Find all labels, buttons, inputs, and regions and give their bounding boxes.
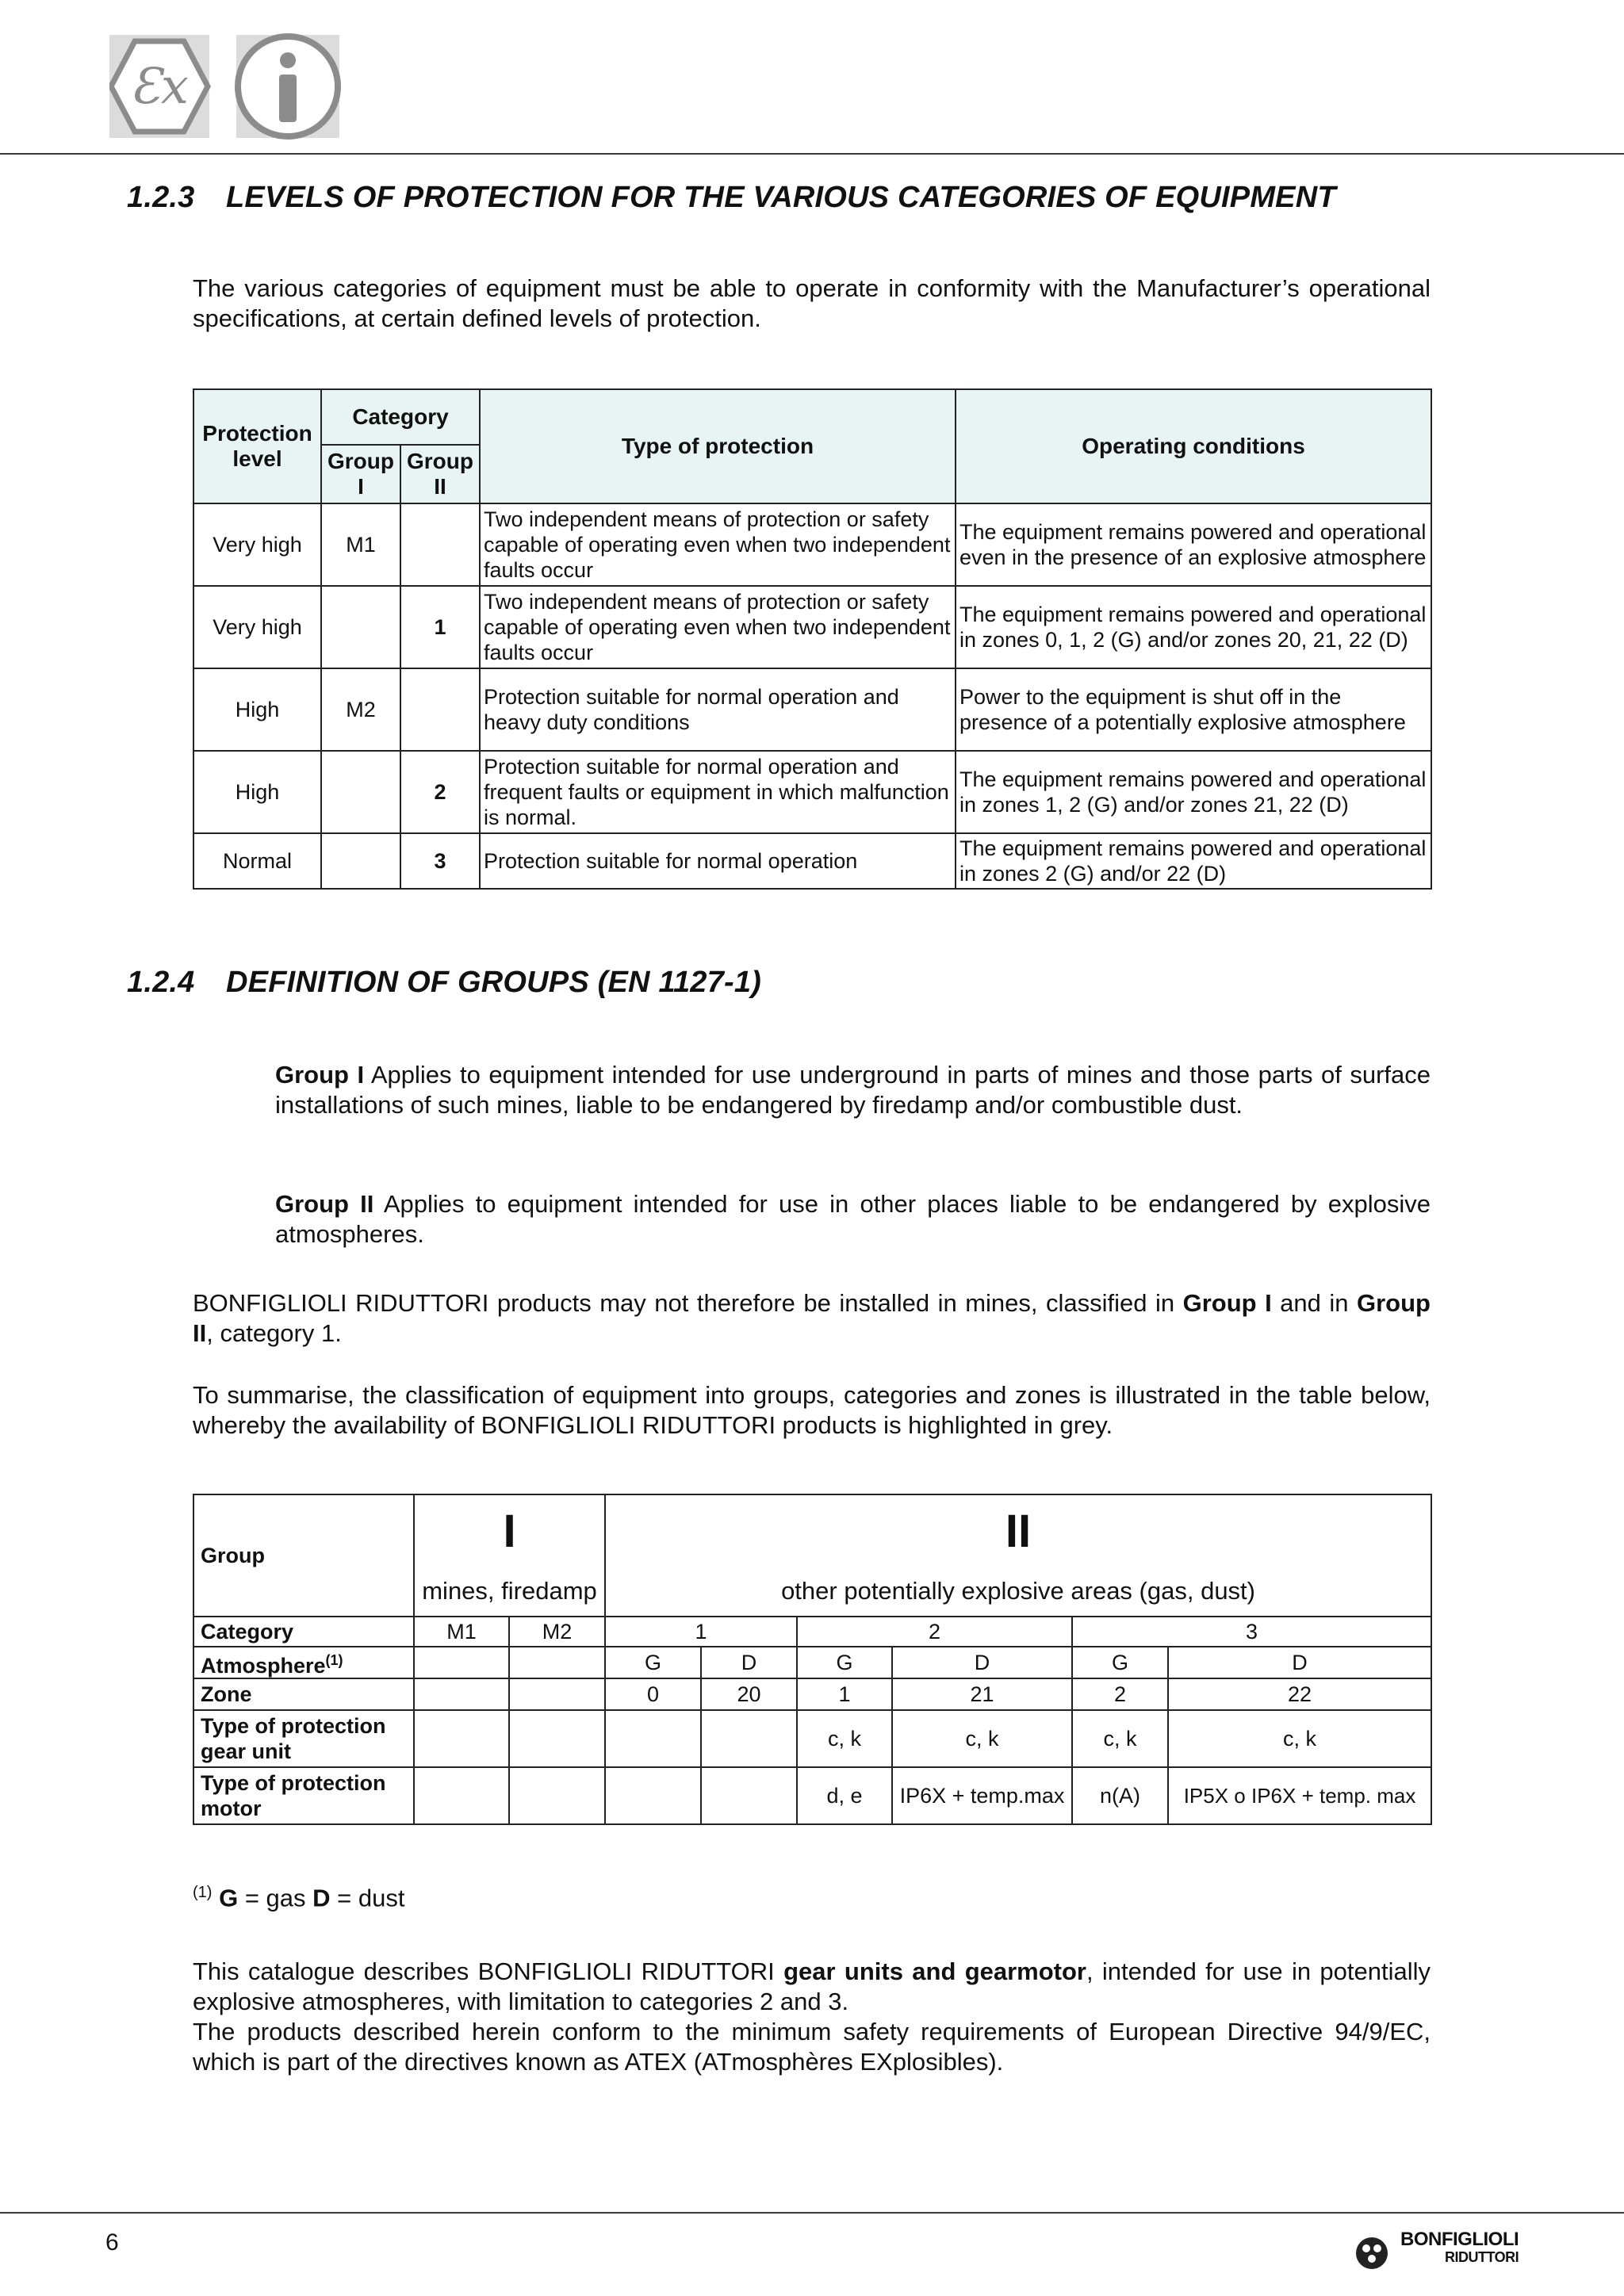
ex-hexagon-icon	[109, 35, 209, 138]
products-restriction: BONFIGLIOLI RIDUTTORI products may not therefore be installed in mines, classified in Group I and in Group II, category 1.	[193, 1289, 1431, 1347]
table-row: Normal 3 Protection suitable for normal operation The equipment remains powered and operational in zones 2 (G) and/or 22 (D)	[193, 833, 1431, 889]
group-2-definition: Group II Applies to equipment intended for use in other places liable to be endangered by explosive atmospheres.	[275, 1190, 1431, 1248]
group-2-subtitle: other potentially explosive areas (gas, dust)	[781, 1577, 1255, 1605]
table-row: Very high 1 Two independent means of protection or safety capable of operating even when two independent faults occur The equipment remains powered and operational in zones 0, 1, 2 (G) and/or zones 20, 21, 22 (D)	[193, 586, 1431, 668]
table-row: High M2 Protection suitable for normal operation and heavy duty conditions Power to the equipment is shut off in the presence of a potentially explosive atmosphere	[193, 668, 1431, 751]
group-1-roman: I	[503, 1506, 516, 1557]
group-1-subtitle: mines, firedamp	[422, 1577, 597, 1605]
header-protection-level: Protection level	[193, 389, 321, 503]
groups-classification-table	[193, 1494, 1432, 1825]
footnote: $^{(1)}$ G = gas D = dust	[193, 1884, 405, 1912]
group-2-roman: II	[1005, 1506, 1032, 1557]
protection-levels-table	[193, 388, 1432, 890]
table-row: Very high M1 Two independent means of protection or safety capable of operating even when two independent faults occur The equipment remains powered and operational even in the presence of an explosive atmosphere	[193, 503, 1431, 586]
levels-intro: The various categories of equipment must be able to operate in conformity with the Manufacturer’s operational specifications, at certain defined levels of protection.	[193, 274, 1431, 332]
summary-paragraph: To summarise, the classification of equipment into groups, categories and zones is illustrated in the table below, whereby the availability of BONFIGLIOLI RIDUTTORI products is highlighted in grey.	[193, 1381, 1431, 1439]
table-row: Group I mines, firedamp II other potentially explosive areas (gas, dust)	[193, 1494, 1431, 1617]
header-operating-conditions: Operating conditions	[956, 389, 1431, 503]
table-row: High 2 Protection suitable for normal operation and frequent faults or equipment in which malfunction is normal. The equipment remains powered and operational in zones 1, 2 (G) and/or zones 21, 22 (D)	[193, 751, 1431, 833]
header-category: Category	[321, 389, 480, 445]
section-title-levels: 1.2.3 LEVELS OF PROTECTION FOR THE VARIOUS CATEGORIES OF EQUIPMENT	[127, 181, 1336, 214]
header-rule	[0, 153, 1624, 155]
header-group-1: Group I	[321, 445, 400, 503]
table-row: Type of protection motor d, e IP6X + temp.max n(A) IP5X o IP6X + temp. max	[193, 1767, 1431, 1824]
info-circle-icon	[236, 35, 339, 138]
directive-conformity: The products described herein conform to the minimum safety requirements of European Directive 94/9/EC, which is part of the directives known as ATEX (ATmosphères EXplosibles).	[193, 2018, 1431, 2076]
catalogue-description: This catalogue describes BONFIGLIOLI RIDUTTORI gear units and gearmotor, intended for use in potentially explosive atmospheres, with limitation to categories 2 and 3.	[193, 1957, 1431, 2015]
page-number: 6	[105, 2229, 119, 2256]
table-row: Category M1 M2 1 2 3	[193, 1617, 1431, 1647]
brand-name: BONFIGLIOLI RIDUTTORI	[1400, 2229, 1519, 2265]
table-row: Type of protection gear unit c, k c, k c, k c, k	[193, 1710, 1431, 1767]
header-type-of-protection: Type of protection	[480, 389, 956, 503]
svg-text:Ɛx: Ɛx	[130, 57, 189, 115]
table-row: Zone 0 20 1 21 2 22	[193, 1678, 1431, 1710]
header-group-2: Group II	[400, 445, 480, 503]
footer-rule	[0, 2212, 1624, 2214]
section-title-groups: 1.2.4 DEFINITION OF GROUPS (EN 1127-1)	[127, 966, 762, 999]
table-row: Atmosphere$^{(1)}$ G D G D G D	[193, 1647, 1431, 1678]
group-1-definition: Group I Applies to equipment intended for use underground in parts of mines and those parts of surface installations of such mines, liable to be endangered by firedamp and/or combustible dust.	[275, 1061, 1431, 1119]
header-icons	[109, 30, 347, 144]
